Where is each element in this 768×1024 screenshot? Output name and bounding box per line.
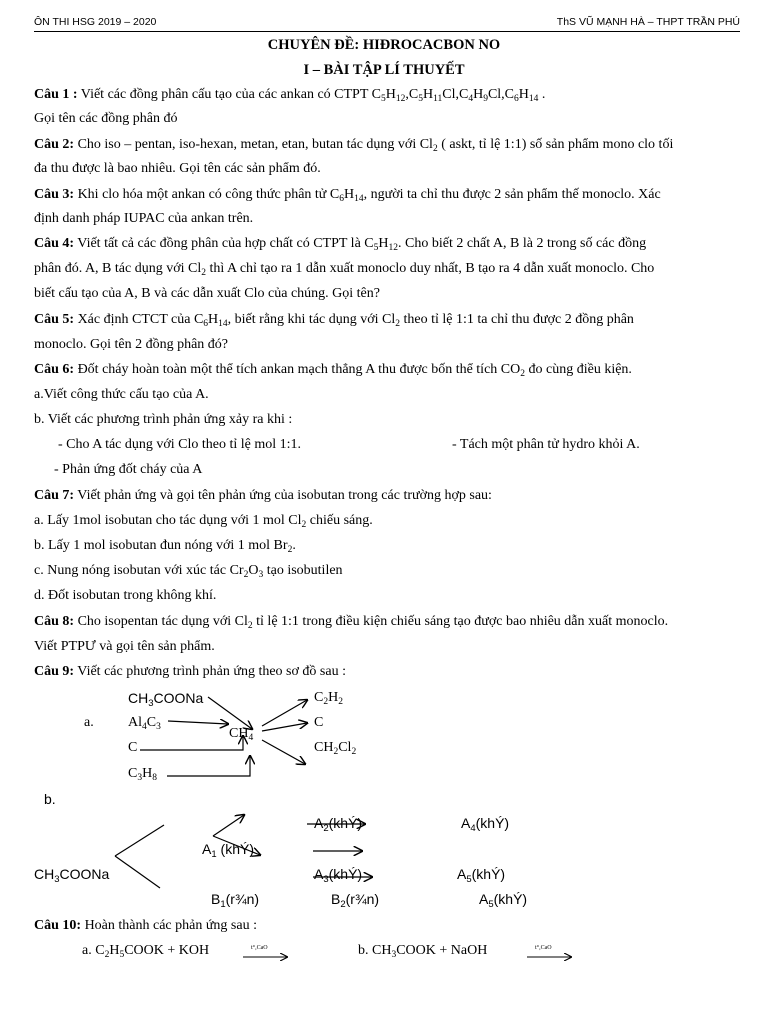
diag-b-label: b. [44,791,56,807]
diag-a-right-0: $C_2H_2$ [314,690,343,707]
q4-line2: phân đó. A, B tác dụng với $Cl_2$ thì A chỉ tạo ra 1 dẫn xuất monoclo duy nhất, B tạo ra 4 dẫn xuất monoclo. Cho [34,261,655,278]
diag-b-a4: $A_4(khÝ)$ [461,815,510,834]
diag-a-left-0: $CH_3COONa$ [128,690,204,709]
q7-line1: Câu 7: Viết phản ứng và gọi tên phản ứng của isobutan trong các trường hợp sau: [34,488,492,503]
q8-line1: Câu 8: Cho isopentan tác dụng với $Cl_2$ tỉ lệ 1:1 trong điều kiện chiếu sáng tạo được bao nhiêu dẫn xuất monoclo. [34,614,669,631]
header-left: ÔN THI HSG 2019 – 2020 [34,16,157,28]
q10-a: a. $C_2H_5COOK$ + KOH [82,943,210,960]
diag-b-a1: $A_1$ (khÝ) [202,841,254,860]
q4-line1: Câu 4: Viết tất cả các đồng phân của hợp chất có CTPT là $C_5H_{12}$. Cho biết 2 chất A, B là 2 trong số các đồng [34,236,647,253]
diag-a-left-1: $Al_4C_3$ [128,715,161,732]
q10-a-condition: t°,CaO [251,945,268,951]
q5-line1: Câu 5: Xác định CTCT của $C_6H_{14}$, biết rằng khi tác dụng với $Cl_2$ theo tỉ lệ 1:1 ta chỉ thu được 2 đồng phân [34,312,634,329]
q10-line1: Câu 10: Hoàn thành các phản ứng sau : [34,918,257,933]
diag-b-a2: $A_2(khÝ)$ [314,815,363,834]
header-right: ThS VŨ MẠNH HÀ – THPT TRẦN PHÚ [556,16,740,28]
q10-b-condition: t°,CaO [535,945,552,951]
q4-line3: biết cấu tạo của A, B và các dẫn xuất Clo của chúng. Gọi tên? [34,286,380,301]
q10-b: b. $CH_3COOK$ + NaOH [358,943,488,960]
diag-b-a5b: $A_5(khÝ)$ [479,891,528,910]
diag-b-start: $CH_3COONa$ [34,866,110,885]
q1-line2: Gọi tên các đồng phân đó [34,111,178,126]
q7-d: d. Đốt isobutan trong không khí. [34,588,217,603]
q6-b2: - Tách một phân tử hydro khỏi A. [452,437,640,452]
section-title: I – BÀI TẬP LÍ THUYẾT [303,62,465,78]
q1-line1: Câu 1 : Viết các đồng phân cấu tạo của các ankan có CTPT $C_5H_{12},C_5H_{11}Cl,C_4H_9Cl,C_6H_{14}$ . [34,87,546,104]
diag-a-left-2: C [128,740,138,755]
q6-line1: Câu 6: Đốt cháy hoàn toàn một thể tích ankan mạch thẳng A thu được bốn thể tích $CO_2$ đo cùng điều kiện. [34,362,632,379]
q3-line1: Câu 3: Khi clo hóa một ankan có công thức phân tử $C_6H_{14}$, người ta chỉ thu được 2 sản phẩm thế monoclo. Xác [34,187,661,204]
diag-a-label: a. [84,715,94,730]
q8-line2: Viết PTPƯ và gọi tên sản phẩm. [34,639,215,654]
diag-b-b1: $B_1(r\frac{3}{4}n)$ [211,891,260,910]
q3-line2: định danh pháp IUPAC của ankan trên. [34,211,254,226]
diag-b-b2: $B_2(r\frac{3}{4}n)$ [331,891,380,910]
q7-c: c. Nung nóng isobutan với xúc tác $Cr_2O_3$ tạo isobutilen [34,563,343,580]
q6-b3: - Phản ứng đốt cháy của A [54,462,203,477]
q5-line2: monoclo. Gọi tên 2 đồng phân đó? [34,337,229,352]
q9-line1: Câu 9: Viết các phương trình phản ứng theo sơ đồ sau : [34,664,346,679]
q7-b: b. Lấy 1 mol isobutan đun nóng với 1 mol $Br_2$. [34,538,296,555]
q6-b: b. Viết các phương trình phản ứng xảy ra khi : [34,412,293,427]
q6-b1: - Cho A tác dụng với Clo theo tỉ lệ mol 1:1. [58,437,302,452]
q2-line2: đa thu được là bao nhiêu. Gọi tên các sản phẩm đó. [34,161,321,176]
q6-a: a.Viết công thức cấu tạo của A. [34,387,209,402]
diag-a-left-3: $C_3H_8$ [128,766,157,783]
diag-a-right-2: $CH_2Cl_2$ [314,740,357,757]
diag-a-right-1: C [314,715,324,730]
diag-b-a3: $A_3(khÝ)$ [314,866,363,885]
diag-a-center: $CH_4$ [229,726,254,743]
topic-title: CHUYÊN ĐỀ: HIĐROCACBON NO [267,37,501,53]
q2-line1: Câu 2: Cho iso – pentan, iso-hexan, metan, etan, butan tác dụng với $Cl_2$ ( askt, tỉ lệ 1:1) số sản phẩm mono clo tối [34,137,674,154]
diag-b-a5a: $A_5(khÝ)$ [457,866,506,885]
q7-a: a. Lấy 1mol isobutan cho tác dụng với 1 mol $Cl_2$ chiếu sáng. [34,513,373,530]
